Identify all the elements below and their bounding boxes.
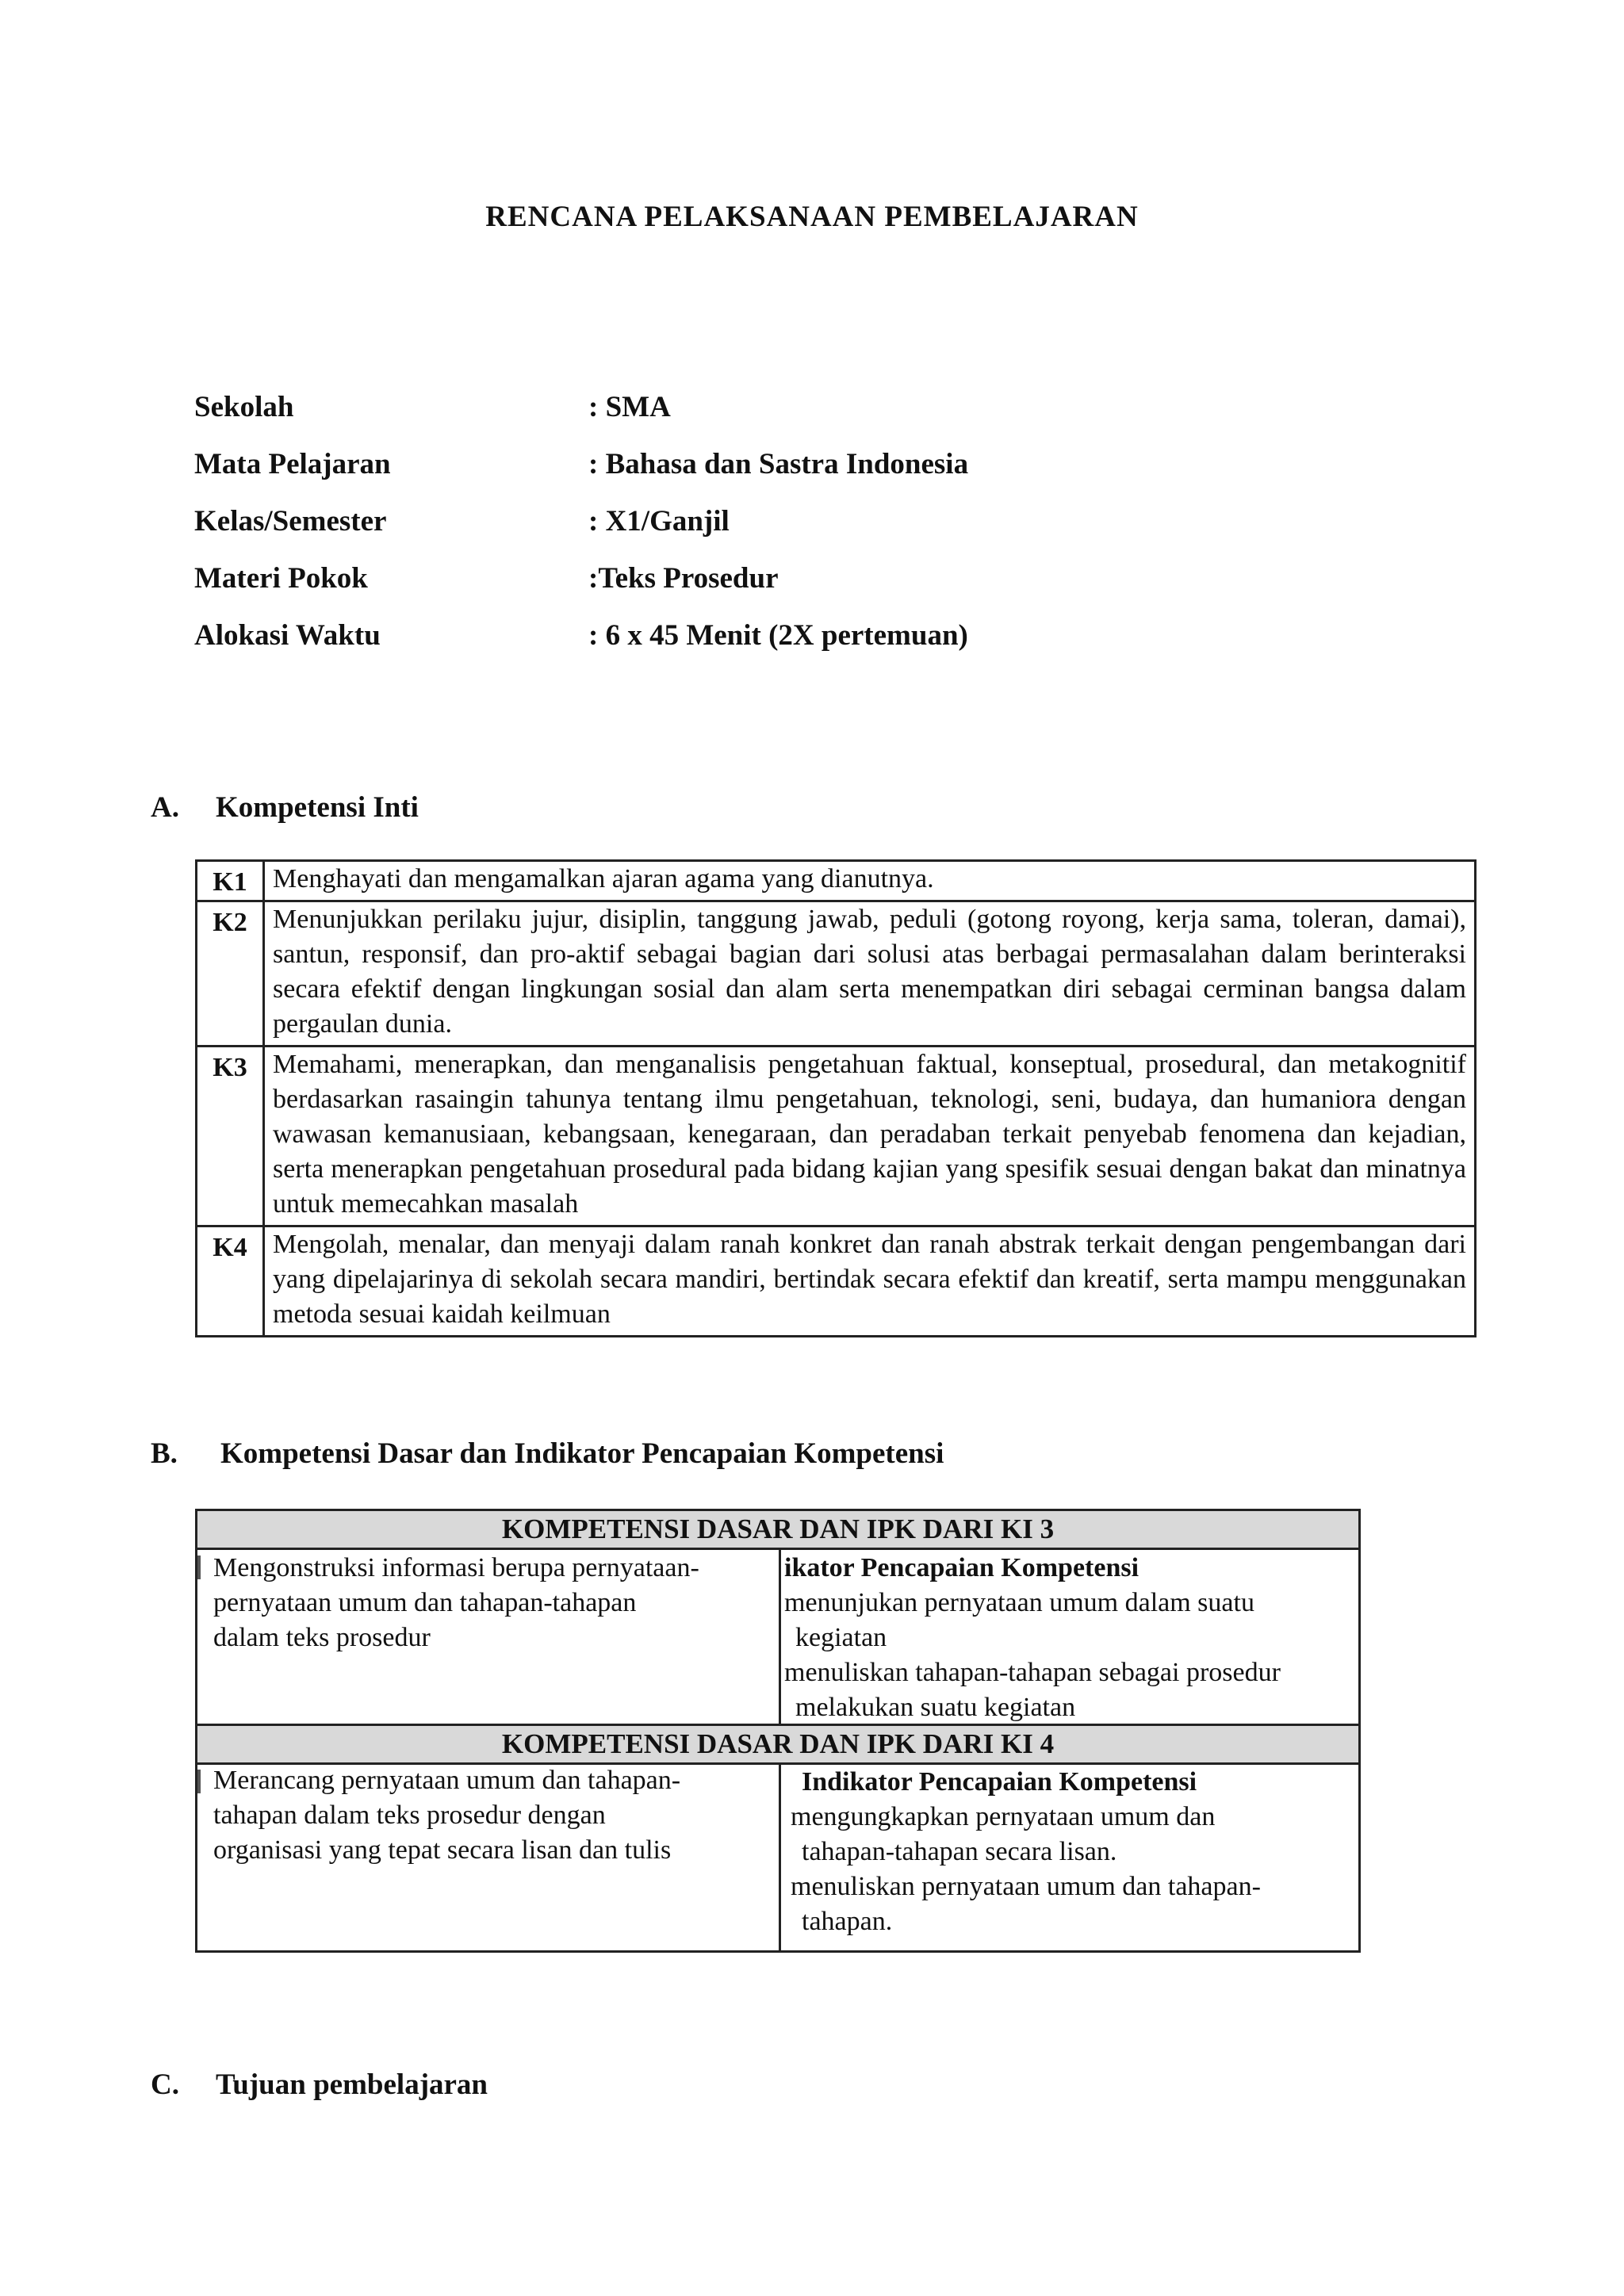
table-row [197, 1047, 1476, 1226]
ipk-item-continued: kegiatan [795, 1623, 887, 1652]
table-row [197, 1226, 1476, 1337]
bullet-marker [197, 1556, 201, 1579]
section-letter: C. [151, 2068, 179, 2101]
ipk-ki4-list [791, 1765, 1354, 1939]
ipk-item: mengungkapkan pernyataan umum dan [791, 1802, 1216, 1831]
ki-code: K1 [197, 861, 264, 901]
ki-description: Menghayati dan mengamalkan ajaran agama yang dianutnya. [264, 861, 1476, 901]
identity-value: :Teks Prosedur [588, 562, 779, 595]
ki-description: Mengolah, menalar, dan menyaji dalam ranah konkret dan ranah abstrak terkait dengan pengembangan dari yang dipelajarinya di sekolah secara mandiri, bertindak secara efektif dan kreatif, serta mampu menggunakan metoda sesuai kaidah keilmuan [264, 1226, 1476, 1337]
section-letter: A. [151, 791, 179, 824]
ipk-ki3-list [784, 1551, 1347, 1725]
ipk-item-continued: melakukan suatu kegiatan [795, 1693, 1076, 1722]
ipk-heading: Indikator Pencapaian Kompetensi [802, 1767, 1197, 1797]
kd-ki3-header: KOMPETENSI DASAR DAN IPK DARI KI 3 [197, 1511, 1358, 1550]
ipk-item: menunjukan pernyataan umum dalam suatu [784, 1588, 1254, 1617]
identity-value: : SMA [588, 391, 671, 423]
kd-line: dalam teks prosedur [213, 1623, 431, 1652]
identity-label: Materi Pokok [194, 562, 368, 595]
identity-value: : X1/Ganjil [588, 505, 730, 538]
kompetensi-dasar-table [195, 1509, 1361, 1953]
column-divider [779, 1548, 781, 1724]
ipk-item-continued: tahapan-tahapan secara lisan. [802, 1837, 1117, 1866]
kd-ki3-statement [213, 1551, 768, 1655]
identity-label: Sekolah [194, 391, 294, 423]
ki-code: K4 [197, 1226, 264, 1337]
section-title: Kompetensi Dasar dan Indikator Pencapaian Kompetensi [220, 1437, 944, 1470]
identity-label: Kelas/Semester [194, 505, 387, 538]
kd-line: Mengonstruksi informasi berupa pernyataan- [213, 1553, 699, 1582]
section-letter: B. [151, 1437, 178, 1470]
bullet-marker [197, 1770, 201, 1793]
ipk-item-continued: tahapan. [802, 1907, 893, 1936]
identity-label: Alokasi Waktu [194, 619, 381, 652]
ki-description: Memahami, menerapkan, dan menganalisis pengetahuan faktual, konseptual, prosedural, dan metakognitif berdasarkan rasaingin tahunya tentang ilmu pengetahuan, teknologi, seni, budaya, dan humaniora dengan wawasan kemanusiaan, kebangsaan, kenegaraan, dan peradaban terkait penyebab fenomena dan kejadian, serta menerapkan pengetahuan prosedural pada bidang kajian yang spesifik sesuai dengan bakat dan minatnya untuk memecahkan masalah [264, 1047, 1476, 1226]
table-row [197, 901, 1476, 1047]
section-title: Tujuan pembelajaran [216, 2068, 488, 2101]
kd-line: pernyataan umum dan tahapan-tahapan [213, 1588, 637, 1617]
section-title: Kompetensi Inti [216, 791, 419, 824]
table-row [197, 861, 1476, 901]
kd-line: Merancang pernyataan umum dan tahapan- [213, 1766, 681, 1795]
kompetensi-inti-table [195, 859, 1477, 1337]
ki-description: Menunjukkan perilaku jujur, disiplin, tanggung jawab, peduli (gotong royong, kerja sama, toleran, damai), santun, responsif, dan pro-aktif sebagai bagian dari solusi atas berbagai permasalahan dalam berinteraksi secara efektif dengan lingkungan sosial dan alam serta menempatkan diri sebagai cerminan bangsa dalam pergaulan dunia. [264, 901, 1476, 1047]
column-divider [779, 1765, 781, 1953]
ki-code: K2 [197, 901, 264, 1047]
ipk-item: menuliskan pernyataan umum dan tahapan- [791, 1872, 1261, 1901]
identity-label: Mata Pelajaran [194, 448, 391, 480]
ki-code: K3 [197, 1047, 264, 1226]
ipk-heading: ikator Pencapaian Kompetensi [784, 1553, 1139, 1582]
kd-line: organisasi yang tepat secara lisan dan tulis [213, 1835, 672, 1865]
identity-value: : Bahasa dan Sastra Indonesia [588, 448, 969, 480]
identity-value: : 6 x 45 Menit (2X pertemuan) [588, 619, 968, 652]
kd-ki4-statement [213, 1763, 768, 1868]
kd-line: tahapan dalam teks prosedur dengan [213, 1800, 606, 1830]
document-title: RENCANA PELAKSANAAN PEMBELAJARAN [485, 201, 1139, 233]
ipk-item: menuliskan tahapan-tahapan sebagai prosedur [784, 1658, 1281, 1687]
kd-ki4-header: KOMPETENSI DASAR DAN IPK DARI KI 4 [197, 1726, 1358, 1765]
